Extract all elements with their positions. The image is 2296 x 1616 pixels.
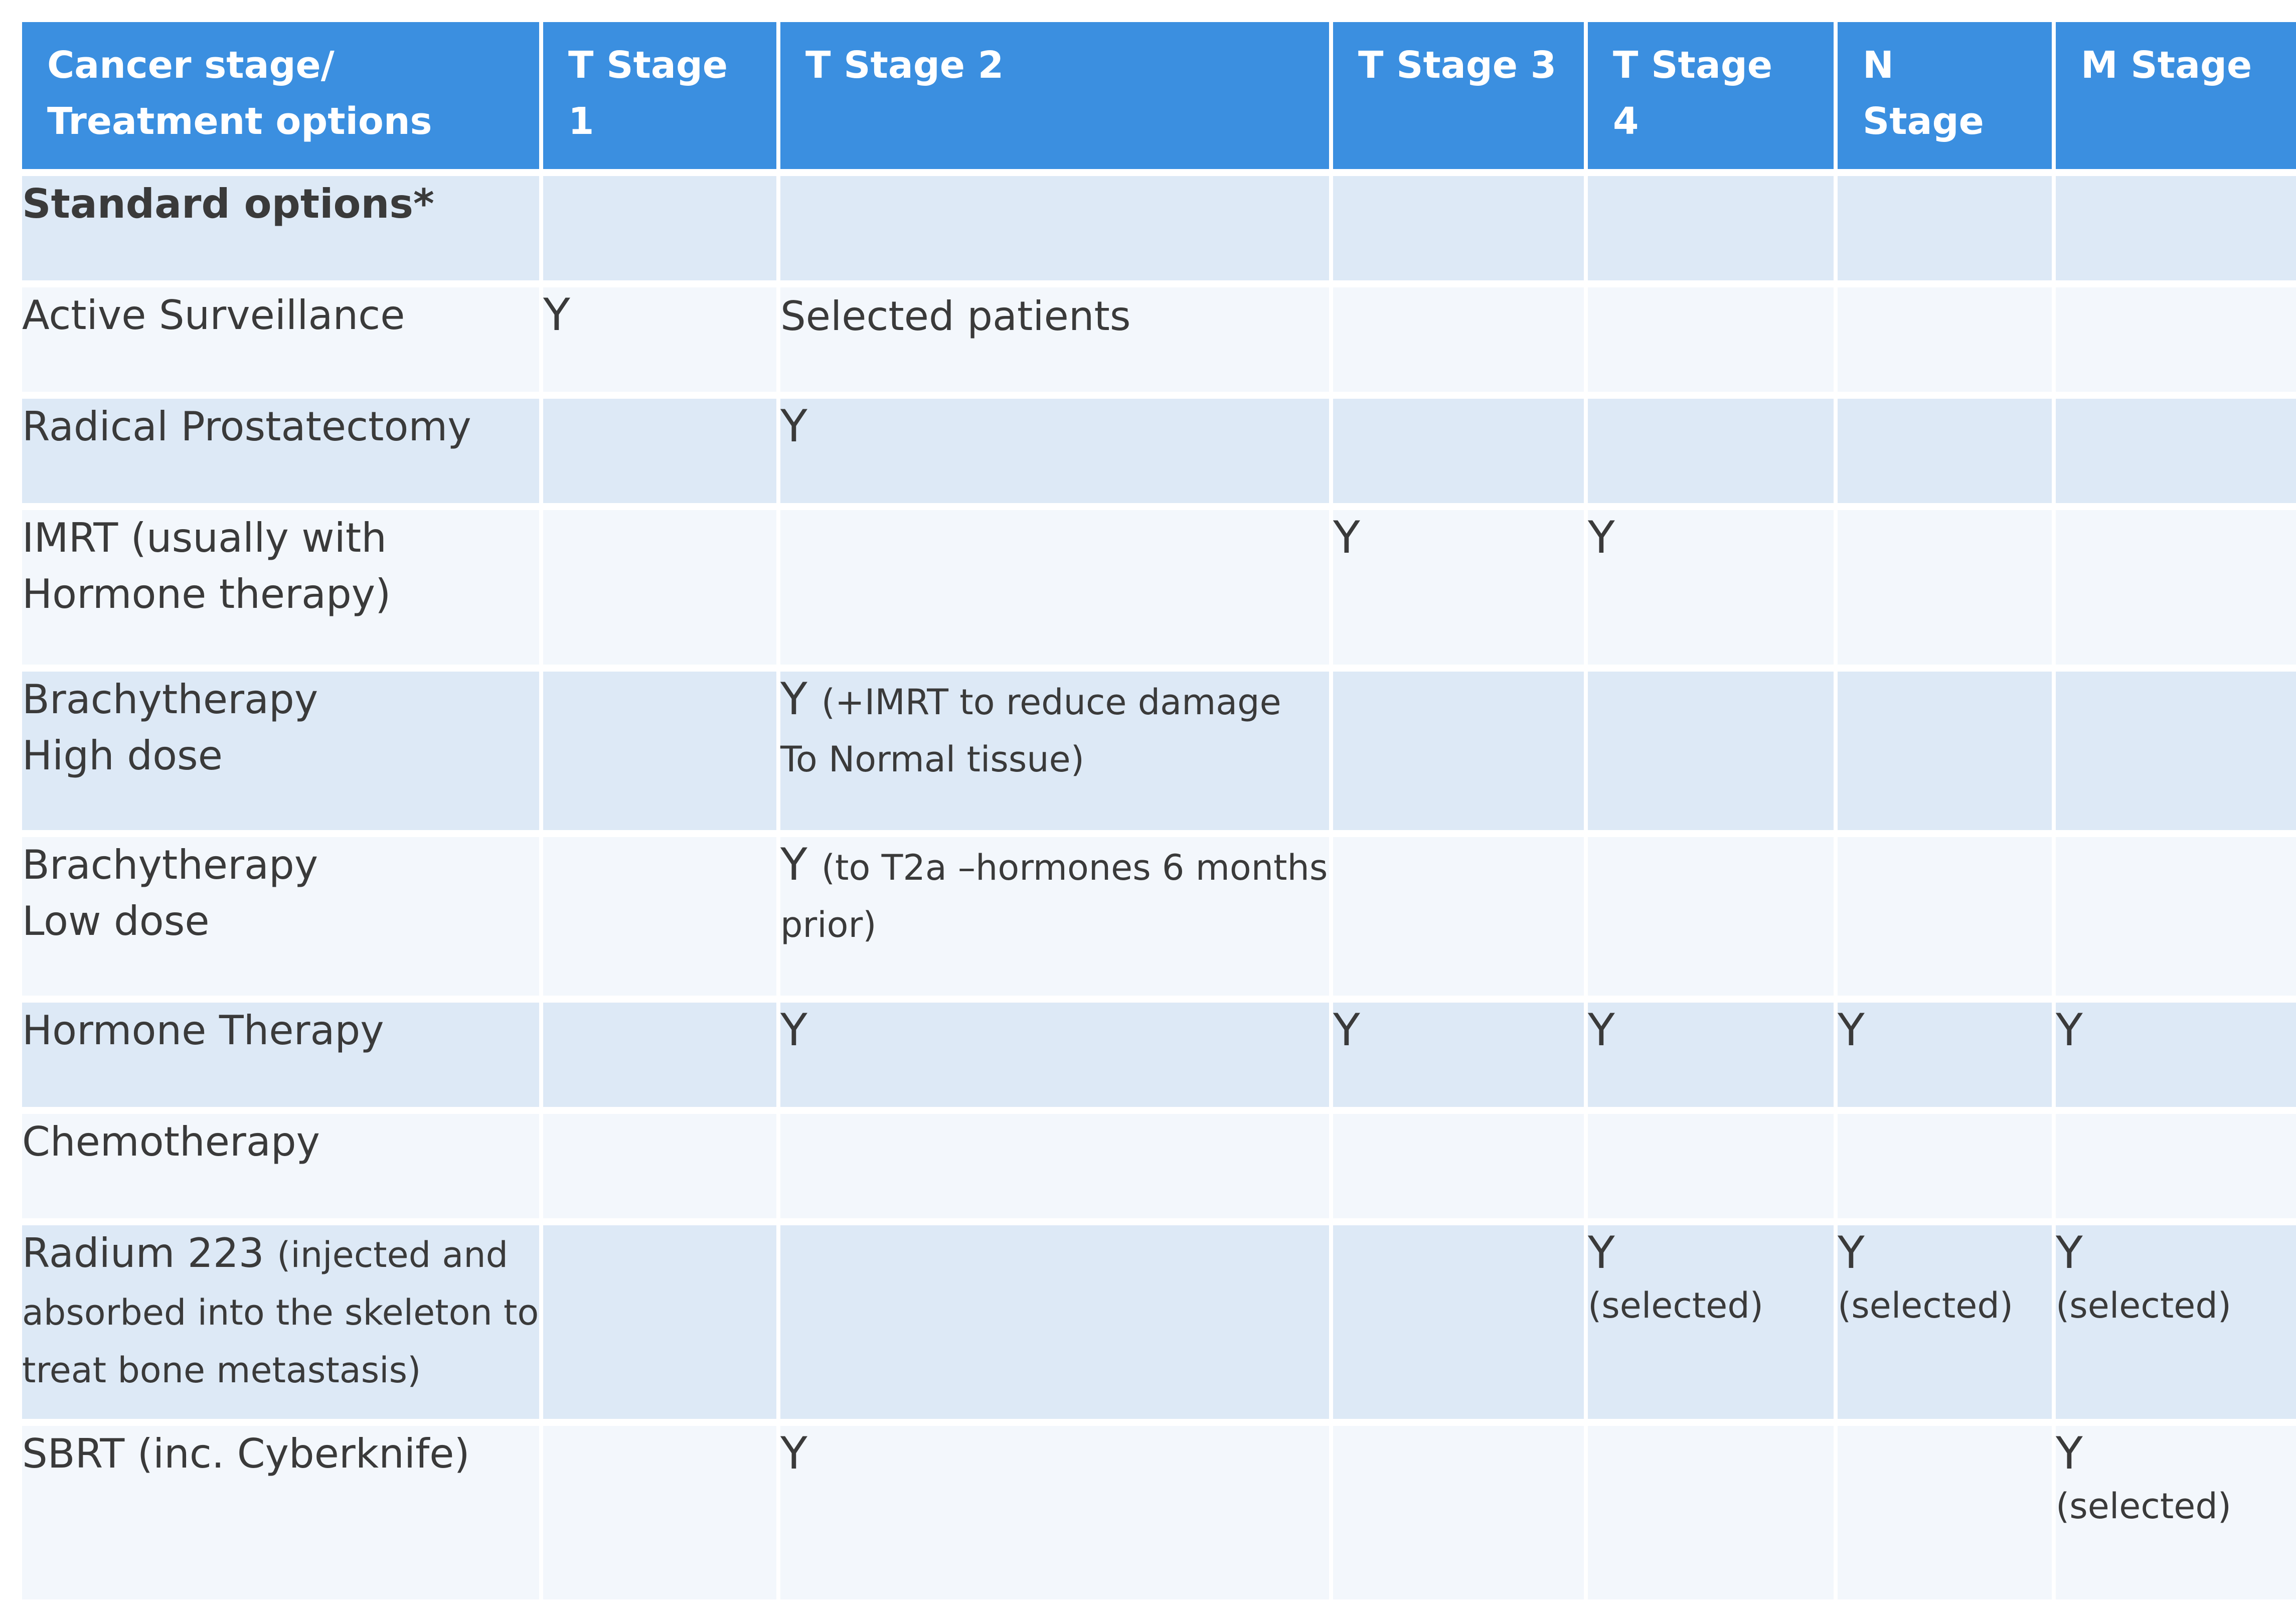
table-cell [1331,395,1586,507]
cell-m: Y [2054,999,2296,1110]
cell-t2-text: Selected patients [780,293,1131,340]
header-treatment-options: Cancer stage/ Treatment options [22,22,541,173]
table-cell [2054,395,2296,507]
cell-t4-selected: (selected) [1588,1285,1764,1326]
cell-t4-y: Y [1588,1227,1615,1278]
row-label-line1: Brachytherapy [22,676,318,723]
table-cell [541,173,778,284]
table-cell [1331,1422,1586,1603]
row-label-line2: High dose [22,732,223,779]
table-cell [1586,1110,1836,1222]
table-cell [541,668,778,834]
cell-m-y: Y [2056,1227,2083,1278]
cell-t2: Y [778,999,1331,1110]
table-cell [541,395,778,507]
table-cell [1586,173,1836,284]
table-cell [778,507,1331,668]
cell-t2-y: Y [780,839,807,890]
header-t-stage-3: T Stage 3 [1331,22,1586,173]
header-m-stage: M Stage [2054,22,2296,173]
table-cell [1331,1110,1586,1222]
table-cell [1836,1422,2054,1603]
cell-n [1836,1222,2054,1422]
cell-t4: Y [1586,999,1836,1110]
header-row [22,22,2296,173]
row-label: IMRT (usually with Hormone therapy) [22,507,541,668]
row-label [22,834,541,999]
cell-t1: Y [541,284,778,395]
cell-m [2054,1222,2296,1422]
header-n-stage: N Stage [1836,22,2054,173]
row-label-line2: Low dose [22,898,210,944]
table-cell [1586,395,1836,507]
row-label [22,668,541,834]
table-cell [541,1222,778,1422]
cell-m-y: Y [2056,1427,2083,1479]
table-cell [778,173,1331,284]
table-cell [541,999,778,1110]
table-row-radical-prostatectomy [22,395,2296,507]
table-cell [1331,834,1586,999]
table-cell [1836,284,2054,395]
table-cell [2054,173,2296,284]
cell-t2: Y [778,1422,1331,1603]
table-row-hormone-therapy [22,999,2296,1110]
table-row-brachytherapy-low-dose [22,834,2296,999]
table-cell [541,1422,778,1603]
row-label: Radical Prostatectomy [22,395,541,507]
table-cell [1331,668,1586,834]
cell-n-selected: (selected) [1838,1285,2014,1326]
row-label: Hormone Therapy [22,999,541,1110]
table-row-standard-options [22,173,2296,284]
row-label-line1: Brachytherapy [22,842,318,888]
cell-m-selected: (selected) [2056,1285,2232,1326]
cell-m-selected: (selected) [2056,1486,2232,1527]
cell-t2-y: Y [780,673,807,725]
table-cell [2054,834,2296,999]
treatment-options-table [22,22,2296,1606]
table-row-chemotherapy [22,1110,2296,1222]
table-cell [1586,668,1836,834]
table-row-imrt [22,507,2296,668]
cell-t2-note: (to T2a –hormones 6 months prior) [780,847,1328,945]
header-t-stage-1: T Stage 1 [541,22,778,173]
table-cell [1586,284,1836,395]
row-label-note: (injected and absorbed into the skeleton to treat bone metastasis) [22,1234,539,1391]
cell-t3: Y [1331,999,1586,1110]
table-cell [778,1222,1331,1422]
cell-t2 [778,834,1331,999]
header-t-stage-2: T Stage 2 [778,22,1331,173]
row-label-main: Radium 223 [22,1230,264,1276]
row-label: Active Surveillance [22,284,541,395]
table-row-sbrt [22,1422,2296,1603]
table-cell [1331,1222,1586,1422]
cell-t2 [778,284,1331,395]
row-label [22,1222,541,1422]
row-label: Standard options* [22,173,541,284]
cell-t3: Y [1331,507,1586,668]
table-cell [778,1110,1331,1222]
table-cell [1836,507,2054,668]
table-cell [1586,1422,1836,1603]
table-cell [2054,1110,2296,1222]
table-cell [2054,507,2296,668]
row-label: SBRT (inc. Cyberknife) [22,1422,541,1603]
table-cell [1836,173,2054,284]
cell-t4 [1586,1222,1836,1422]
table-cell [2054,284,2296,395]
table-cell [1331,173,1586,284]
cell-m [2054,1422,2296,1603]
cell-t2-note: (+IMRT to reduce damage To Normal tissue) [780,682,1281,780]
row-label: Chemotherapy [22,1110,541,1222]
table-cell [541,1110,778,1222]
table-cell [2054,668,2296,834]
table-row-brachytherapy-high-dose [22,668,2296,834]
table-cell [1586,834,1836,999]
cell-n: Y [1836,999,2054,1110]
table-cell [1836,395,2054,507]
cell-t2 [778,668,1331,834]
cell-t2: Y [778,395,1331,507]
table-cell [1331,284,1586,395]
table-cell [541,507,778,668]
table-cell [541,834,778,999]
cell-n-y: Y [1838,1227,1865,1278]
table-cell [1836,834,2054,999]
header-t-stage-4: T Stage 4 [1586,22,1836,173]
table-cell [1836,668,2054,834]
table-cell [1836,1110,2054,1222]
cell-t4: Y [1586,507,1836,668]
table-row-active-surveillance [22,284,2296,395]
table-row-radium-223 [22,1222,2296,1422]
